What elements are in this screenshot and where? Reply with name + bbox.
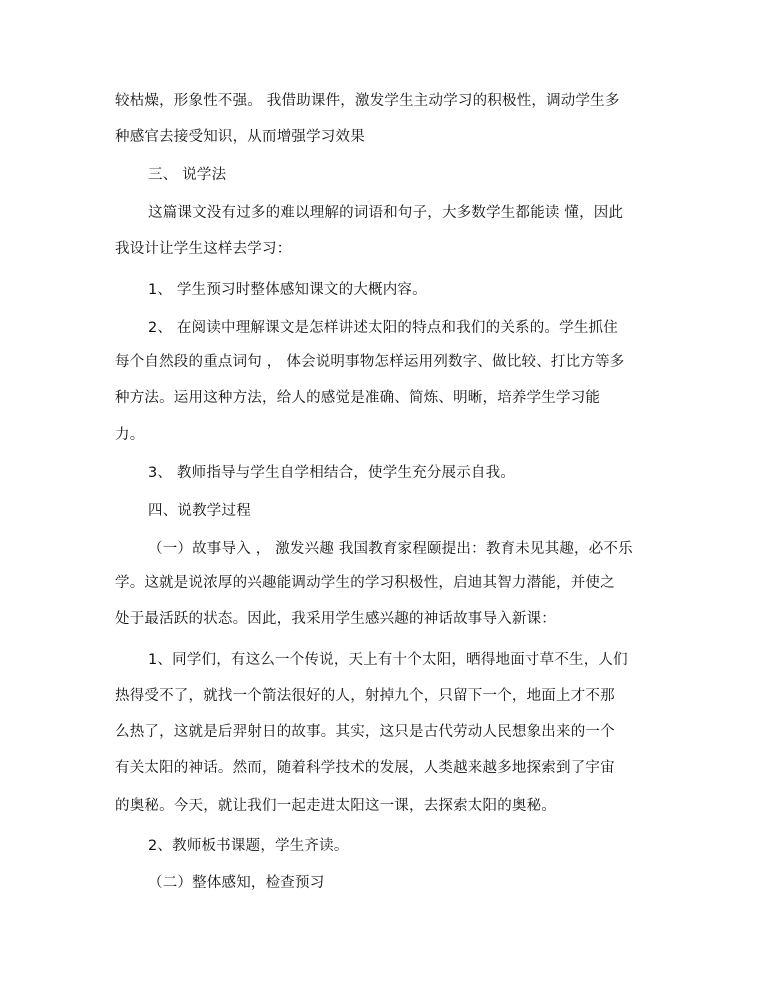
text-line: 么热了，这就是后羿射日的故事。其实，这只是古代劳动人民想象出来的一个: [115, 724, 615, 740]
list-item: 3、 教师指导与学生自学相结合，使学生充分展示自我。: [148, 465, 516, 481]
text-line: 这篇课文没有过多的难以理解的词语和句子，大多数学生都能读 懂，因此: [148, 205, 624, 221]
text-line: 每个自然段的重点词句 ， 体会说明事物怎样运用列数字、做比较、打比方等多: [115, 354, 625, 370]
text-line: 力。: [115, 427, 145, 443]
list-item: 1、同学们，有这么一个传说，天上有十个太阳，晒得地面寸草不生，人们: [148, 652, 628, 668]
section-heading: 四、说教学过程: [148, 503, 251, 519]
text-line: 较枯燥，形象性不强。 我借助课件，激发学生主动学习的积极性，调动学生多: [115, 93, 620, 109]
text-line: 的奥秘。今天，就让我们一起走进太阳这一课，去探索太阳的奥秘。: [115, 798, 556, 814]
list-item: 2、教师板书课题，学生齐读。: [148, 838, 349, 854]
text-line: 有关太阳的神话。然而，随着科学技术的发展，人类越来越多地探索到了宇宙: [115, 760, 615, 776]
text-line: 处于最活跃的状态。因此，我采用学生感兴趣的神话故事导入新课：: [115, 611, 556, 627]
text-line: 种感官去接受知识，从而增强学习效果: [115, 129, 365, 145]
text-line: 热得受不了，就找一个箭法很好的人，射掉九个，只留下一个，地面上才不那: [115, 688, 615, 704]
section-heading: 三、 说学法: [148, 167, 227, 183]
text-line: 学。这就是说浓厚的兴趣能调动学生的学习积极性，启迪其智力潜能，并使之: [115, 575, 615, 591]
text-line: 种方法。运用这种方法，给人的感觉是准确、简炼、明晰，培养学生学习能: [115, 390, 601, 406]
text-line: 我设计让学生这样去学习：: [115, 241, 292, 257]
subsection-heading: （一）故事导入 ， 激发兴趣 我国教育家程颐提出：教育未见其趣，必不乐: [148, 541, 633, 557]
list-item: 1、 学生预习时整体感知课文的大概内容。: [148, 282, 427, 298]
subsection-heading: （二）整体感知，检查预习: [148, 875, 325, 891]
list-item: 2、 在阅读中理解课文是怎样讲述太阳的特点和我们的关系的。学生抓住: [148, 320, 618, 336]
